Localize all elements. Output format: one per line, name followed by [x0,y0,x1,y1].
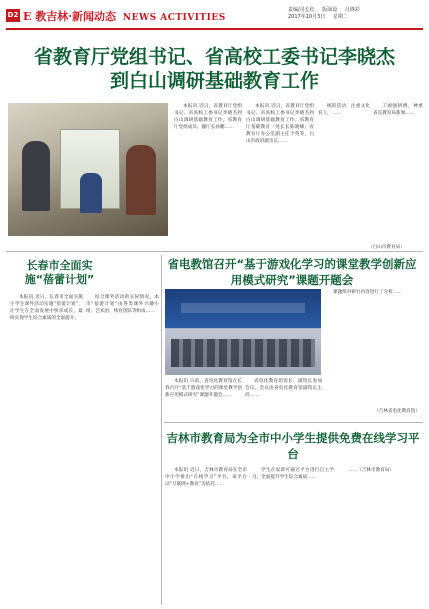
credits [288,7,423,21]
divider-story3 [164,422,423,423]
story2-column-1: 本报讯 近日，长春市全面实施小学生课外活动实施“蓓蕾计划”，让学生在全面发展中快乐成长，最终实现学生综合素质的全面提升。 [10,295,83,321]
story4-column-2: 学生在家即可通过平台进行自主学习，全面提升学生综合素质…… [252,468,334,480]
story2-headline: 长春市全面实施“蓓蕾计划” [24,259,95,286]
lead-headline [6,45,423,93]
lead-caption: （白山市教育局） [368,245,405,250]
lead-column-3: 统的活动，注重文化育人，…… [318,104,370,116]
lead-photo-student [80,173,102,213]
lead-headline-line1: 省教育厅党组书记、省高校工委书记李晓杰 [33,46,395,68]
story3-column-2: 省电化教育馆馆长、副馆长参加会议，会议由省电化教育馆副馆长主持…… [245,379,322,398]
story3-column-side: 课题组对研究内容进行了分析…… [333,290,402,295]
story3-photo [165,289,321,375]
lead-column-4: 了顽强拼搏，神重省直教育局新闻…… [373,104,423,116]
credit-proof: 吕锋彩 [344,7,360,13]
lead-column-1: 本报讯 近日，省教育厅党组书记、省高校工委书记李晓杰到白山调研基础教育工作。省教育厅党组成员、副厅长孙鹏…… [174,104,242,130]
story3-caption: （吉林省电化教育馆） [374,409,420,414]
story2-column-2: 结合课外活动的实际情况，本市“蓓蕾计划”由各类课外兴趣小组、艺术团、体育团队等组成…… [86,295,159,314]
page-number: D2 [6,9,20,22]
masthead [6,6,423,28]
lead-headline-line2: 到白山调研基础教育工作 [109,70,319,92]
story4-column-1: 本报讯 近日，吉林市教育局在全市中小学推出“在线学习”平台，该平台以“互联网+教育”为依托…… [165,468,247,487]
story4-column-3: ……（吉林市教育局） [348,468,394,473]
section-title-en: NEWS ACTIVITIES [122,13,226,23]
lead-photo-person-right [126,145,156,215]
issue-weekday: 星期二 [332,14,348,20]
story3-photo-audience [171,339,315,367]
credit-editor: 责编/司长松 [288,7,315,13]
divider-vertical [161,255,162,605]
lead-photo [8,103,168,236]
divider-lead [6,251,423,252]
story4-headline: 吉林市教育局为全市中小学生提供免费在线学习平台 [166,431,420,461]
lead-photo-person-left [22,141,50,211]
section-title-cn: E 教吉林·新闻动态 [23,10,117,23]
story3-photo-banner [181,303,305,313]
section-title [23,8,226,24]
masthead-rule [6,28,423,30]
lead-column-2: 本报讯 近日，省教育厅党组书记、省高校工委书记李晓杰到白山调研基础教育工作。省教育厅基础教育一处长长陈晓峰，省教育厅办公室副主任于英等，白山市政府副市长…… [246,104,314,144]
story3-column-1: 本报讯 日前，省电化教育馆在长春召开“基于游戏化学习的课堂教学创新应用模式研究”课题开题会…… [165,379,242,398]
story3-headline: 省电教馆召开“基于游戏化学习的课堂教学创新应用模式研究”课题开题会 [167,257,417,287]
issue-date: 2017年10月3日 [288,14,326,20]
credit-layout: 版面设 [322,7,338,13]
